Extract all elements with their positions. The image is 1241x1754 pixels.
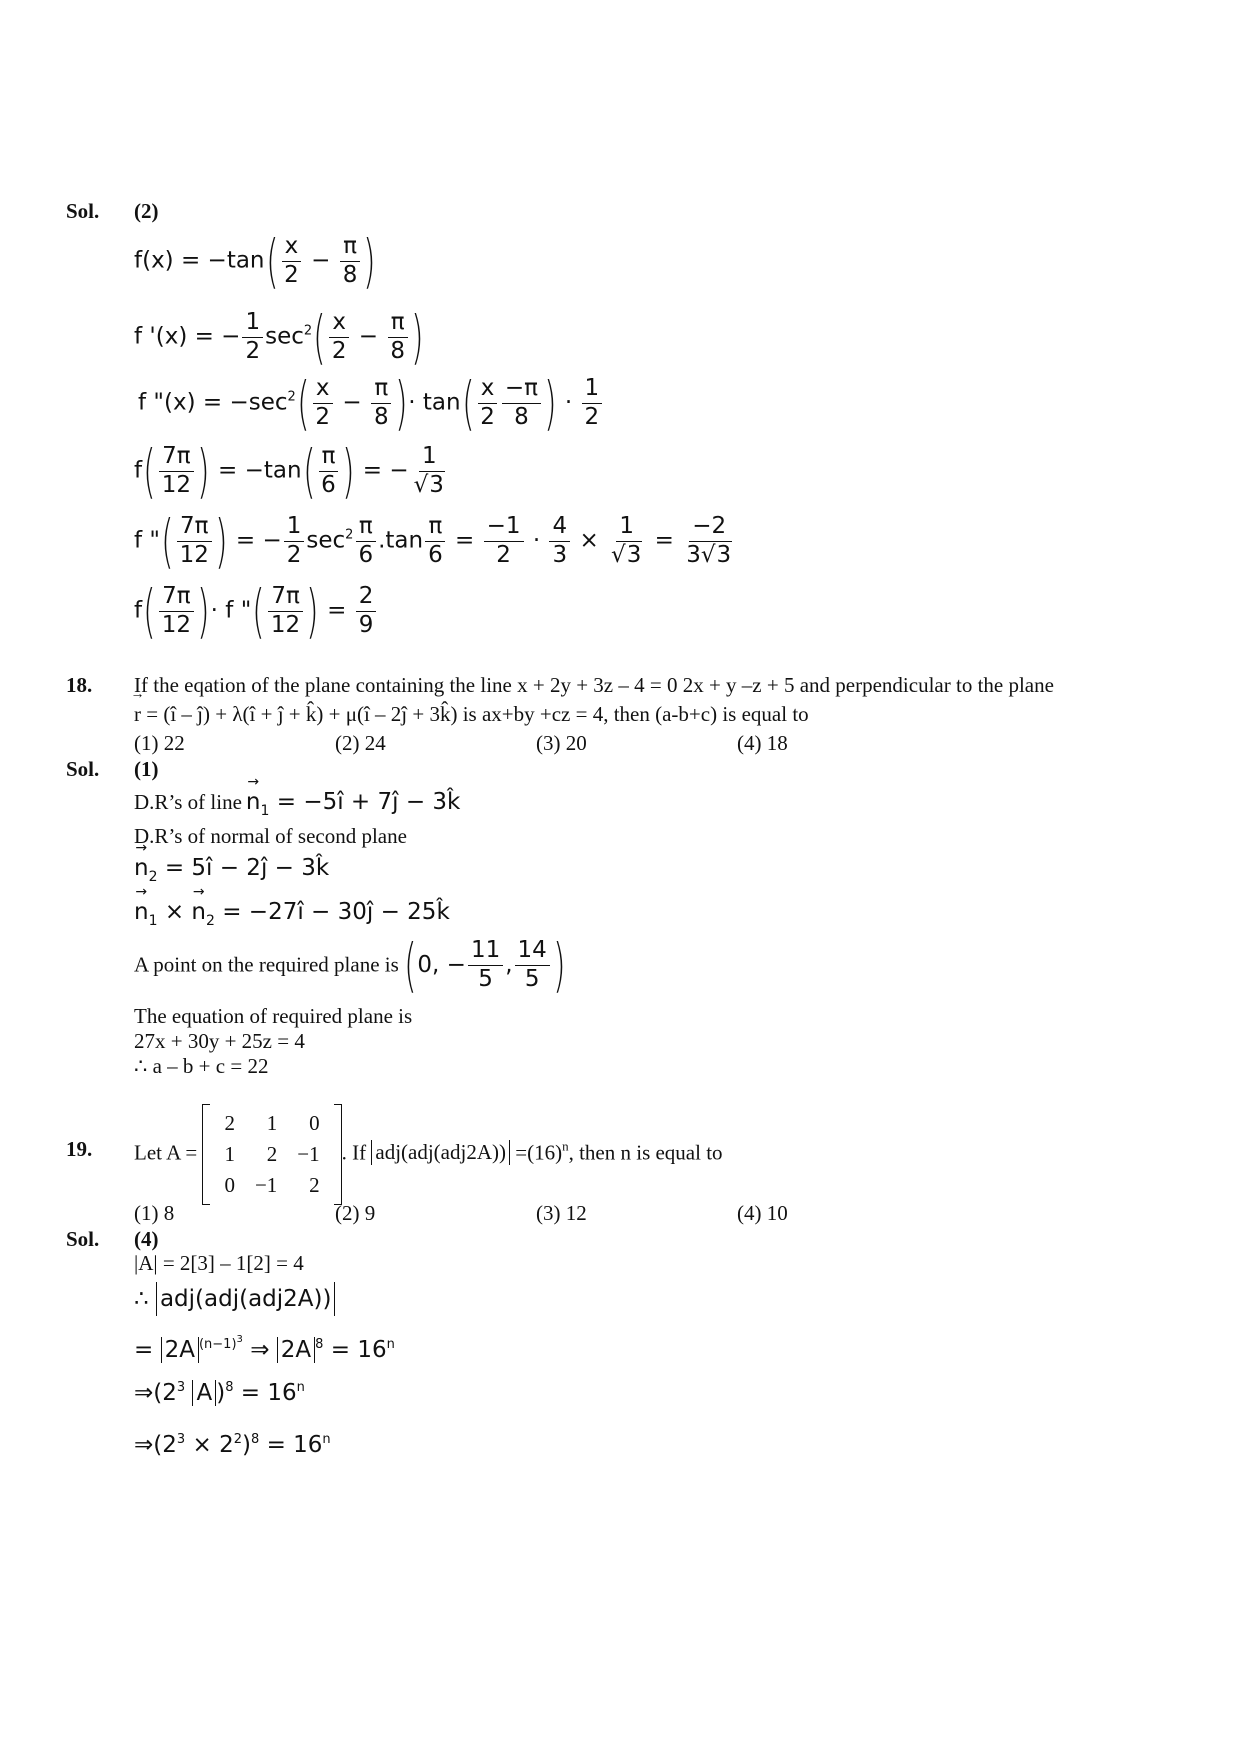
text-line: D.R’s of normal of second plane (134, 824, 407, 848)
text-line: ∴ a – b + c = 22 (134, 1054, 269, 1078)
equation-line: D.R’s of line $n \to_1$ = −5î + 7ĵ − 3k̂ (134, 789, 460, 819)
sol-label: Sol. (66, 757, 100, 781)
text-line: The equation of required plane is (134, 1004, 413, 1028)
equation-line: $\Rightarrow(2^3 \times 2^2)^8 = 16^n$ (134, 1432, 331, 1458)
sol-label: Sol. (66, 1227, 100, 1251)
matrix: 2 1 0 1 2 −1 0 −1 2 (202, 1104, 341, 1205)
option: (1) 8 (134, 1201, 175, 1225)
question-number: 19. (66, 1137, 93, 1161)
text-line: |A| = 2[3] – 1[2] = 4 (134, 1251, 304, 1275)
option: (3) 20 (536, 731, 587, 755)
equation-line: $n \to_2$ = 5î − 2ĵ − 3k̂ (134, 855, 329, 885)
option: (3) 12 (536, 1201, 587, 1225)
option: (4) 10 (737, 1201, 788, 1225)
option: (4) 18 (737, 731, 788, 755)
eq-text: f(x) = −tan (134, 247, 265, 274)
option: (1) 22 (134, 731, 185, 755)
sol-answer: (4) (134, 1227, 159, 1251)
sol-answer: (1) (134, 757, 159, 781)
question-number: 18. (66, 673, 93, 697)
equation-line: ∴ adj(adj(adj2A)) (134, 1282, 335, 1316)
equation-line: $n \to_1 \times n \to_2$ = −27î − 30ĵ − 25k̂ (134, 899, 450, 929)
question-text: If the eqation of the plane containing the line x + 2y + 3z – 4 = 0 2x + y –z + 5 and perpendicular to the plane (134, 673, 1054, 697)
equation-line: f(x) = −tan( $\frac{x}{2}$ − $\frac{\pi}{8}$ ) (134, 227, 376, 295)
sol-answer: (2) (134, 199, 159, 223)
equation-line: f "( $\frac{7\pi}{12}$ ) = − $\frac{1}{2}$ $\sec^2$ $\frac{\pi}{6}$ .tan $\frac{\pi}{6}$ = $\frac{-1}{2}$ · $\frac{4}{3}$ × $\frac{1}{√3}$ = $\frac{-2}{3√3}$ (134, 507, 732, 575)
equation-line: f( $\frac{7\pi}{12}$ ) = −tan( $\frac{\pi}{6}$ ) = − $\frac{1}{√3}$ (134, 437, 444, 505)
sol-label: Sol. (66, 199, 100, 223)
equation-line: f "$(x) = -\sec^2$( $\frac{x}{2}$ − $\frac{\pi}{8}$ )· tan( $\frac{x}{2}$ $\frac{-\pi}{8}$ ) · $\frac{1}{2}$ (138, 374, 604, 432)
option: (2) 9 (335, 1201, 376, 1225)
text-line: 27x + 30y + 25z = 4 (134, 1029, 305, 1053)
equation-line: = 2A $^{(n-1)^3}$ ⇒ 2A $^8 = 16^n$ (134, 1334, 395, 1363)
option: (2) 24 (335, 731, 386, 755)
question-text: r → = (î – ĵ) + λ(î + ĵ + k̂) + μ(î – 2ĵ + 3k̂) is ax+by +cz = 4, then (a-b+c) is equal to (134, 702, 809, 727)
question-text: Let A = 2 1 0 1 2 −1 0 −1 2 . If $adj(adj(adj2A)) =(16)^n$, then n is equal to (134, 1104, 723, 1205)
equation-line: $\Rightarrow(2^3$ A )$^8 = 16^n$ (134, 1380, 305, 1406)
equation-line: f( $\frac{7\pi}{12}$ )· f "( $\frac{7\pi}{12}$ ) = $\frac{2}{9}$ (134, 582, 378, 640)
equation-line: A point on the required plane is (0, − $\frac{11}{5}$ , $\frac{14}{5}$ ) (134, 931, 566, 999)
equation-line: f '(x) = − $\frac{1}{2}$ $\sec^2$( $\frac{x}{2}$ − $\frac{\pi}{8}$ ) (134, 303, 424, 371)
